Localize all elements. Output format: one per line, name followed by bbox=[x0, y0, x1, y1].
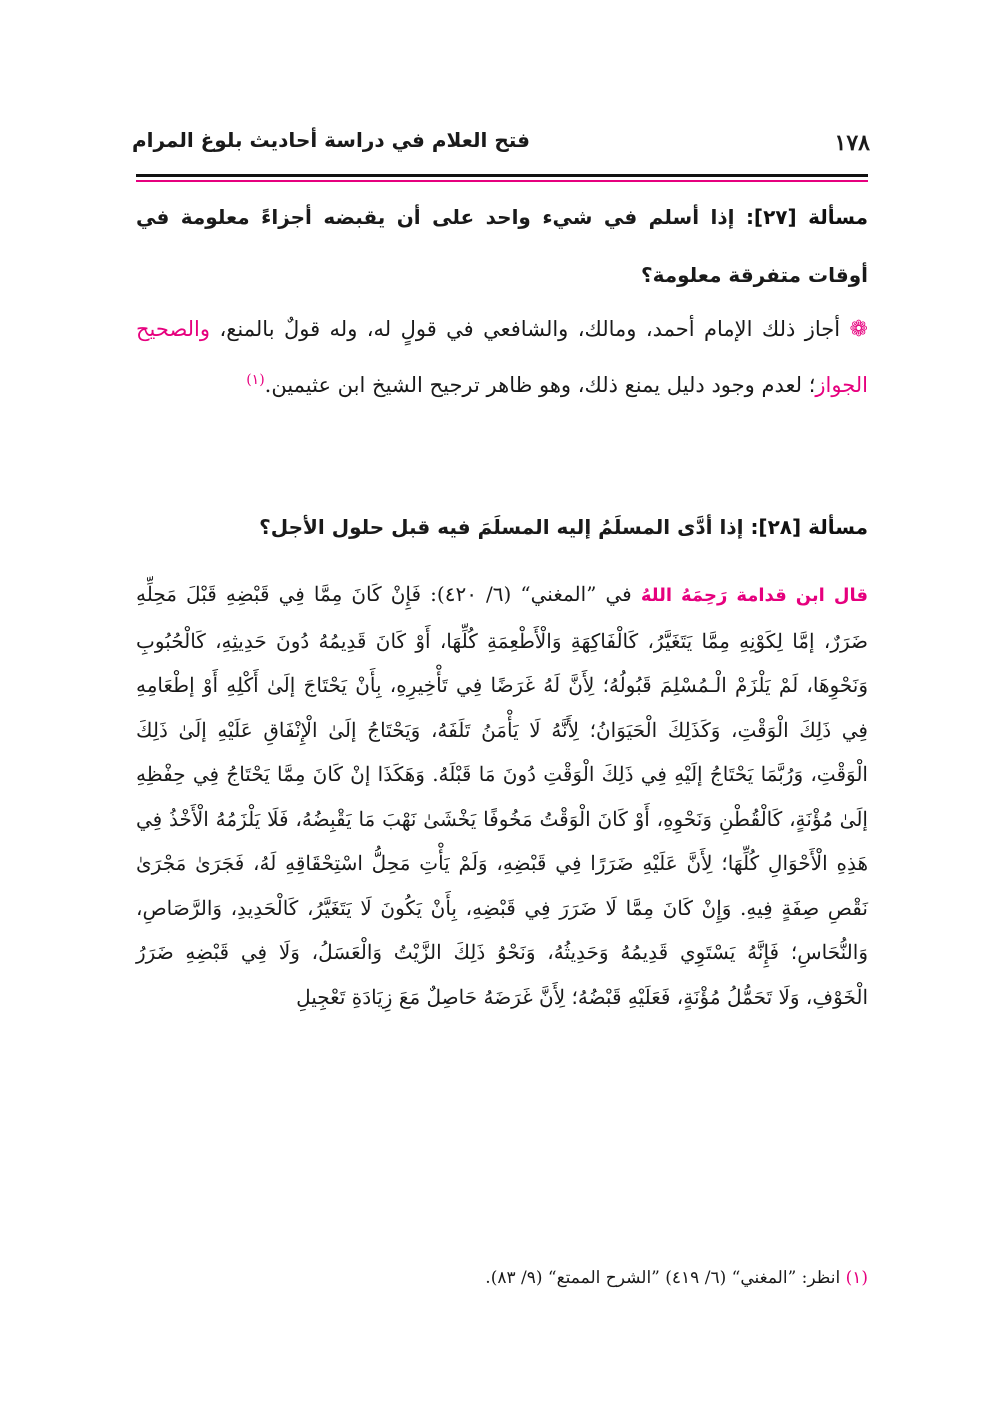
quote-text: فَإِنْ كَانَ مِمَّا فِي قَبْضِهِ قَبْلَ مَحِلِّهِ ضَرَرٌ، إمَّا لِكَوْنِهِ مِمَّا يَتَغَيَّرُ، كَالْفَاكِهَةِ وَالْأَطْعِمَةِ كُلِّهَا، أَوْ كَانَ قَدِيمُهُ دُونَ حَدِيثِهِ، كَالْحُبُوبِ وَنَحْوِهَا، لَمْ يَلْزَمْ الْـمُسْلِمَ قَبُولُهُ؛ لِأَنَّ لَهُ غَرَضًا فِي تَأْخِيرِهِ، بِأَنْ يَحْتَاجَ إلَىٰ أَكْلِهِ أَوْ إطْعَامِهِ فِي ذَلِكَ الْوَقْتِ، وَكَذَلِكَ الْحَيَوَانُ؛ لِأَنَّهُ لَا يَأْمَنُ تَلَفَهُ، وَيَحْتَاجُ إلَىٰ الْإِنْفَاقِ عَلَيْهِ إلَىٰ ذَلِكَ الْوَقْتِ، وَرُبَّمَا يَحْتَاجُ إلَيْهِ فِي ذَلِكَ الْوَقْتِ دُونَ مَا قَبْلَهُ. وَهَكَذَا إنْ كَانَ مِمَّا يَحْتَاجُ فِي حِفْظِهِ إلَىٰ مُؤْنَةٍ، كَالْقُطْنِ وَنَحْوِهِ، أَوْ كَانَ الْوَقْتُ مَخُوفًا يَخْشَىٰ نَهْبَ مَا يَقْبِضُهُ، فَلَا يَلْزَمُهُ الْأَخْذُ فِي هَذِهِ الْأَحْوَالِ كُلِّهَا؛ لِأَنَّ عَلَيْهِ ضَرَرًا فِي قَبْضِهِ، وَلَمْ يَأْتِ مَحِلُّ اسْتِحْقَاقِهِ لَهُ، فَجَرَىٰ مَجْرَىٰ نَقْصِ صِفَةٍ فِيهِ. وَإِنْ كَانَ مِمَّا لَا ضَرَرَ فِي قَبْضِهِ، بِأَنْ يَكُونَ لَا يَتَغَيَّرُ، كَالْحَدِيدِ، وَالرَّصَاصِ، وَالنُّحَاسِ؛ فَإِنَّهُ يَسْتَوِي قَدِيمُهُ وَحَدِيثُهُ، وَنَحْوُ ذَلِكَ الزَّيْتُ وَالْعَسَلُ، وَلَا فِي قَبْضِهِ ضَرَرُ الْخَوْفِ، وَلَا تَحَمُّلُ مُؤْنَةٍ، فَعَلَيْهِ قَبْضُهُ؛ لِأَنَّ غَرَضَهُ حَاصِلٌ مَعَ زِيَادَةِ تَعْجِيلِ bbox=[136, 582, 868, 1009]
question-28-text: إذا أدَّى المسلَمُ إليه المسلَمَ فيه قبل حلول الأجل؟ bbox=[259, 515, 744, 539]
footnote-reference: (١) bbox=[246, 372, 265, 388]
answer-27-highlight: والصحيح الجواز bbox=[136, 317, 868, 397]
header-rule-pink bbox=[136, 180, 868, 182]
ibn-qudama-quote bbox=[136, 572, 868, 1019]
quote-source: في ”المغني“ (٦/ ٤٢٠): bbox=[421, 582, 641, 606]
flower-bullet-icon: ❁ bbox=[849, 317, 868, 342]
answer-27-text-a: أجاز ذلك الإمام أحمد، ومالك، والشافعي في قولٍ له، وله قولٌ بالمنع، bbox=[219, 317, 841, 341]
question-27-heading bbox=[136, 188, 868, 304]
running-header-title: فتح العلام في دراسة أحاديث بلوغ المرام bbox=[131, 128, 530, 152]
question-28-heading bbox=[136, 498, 868, 556]
question-28-label: مسألة [٢٨]: bbox=[750, 515, 868, 539]
answer-27-text-b: ؛ لعدم وجود دليل يمنع ذلك، وهو ظاهر ترجيح الشيخ ابن عثيمين. bbox=[264, 373, 816, 397]
header-rule-black bbox=[136, 174, 868, 177]
quote-speaker: قال ابن قدامة رَحِمَهُ اللهُ bbox=[640, 585, 868, 606]
answer-27-paragraph bbox=[136, 304, 868, 410]
footnote-text: انظر: ”المغني“ (٦/ ٤١٩) ”الشرح الممتع“ (٩/ ٨٣). bbox=[485, 1268, 846, 1288]
page-number: ١٧٨ bbox=[834, 130, 870, 156]
question-27-label: مسألة [٢٧]: bbox=[745, 205, 868, 229]
footnote bbox=[136, 1268, 868, 1288]
question-27-text: إذا أسلم في شيء واحد على أن يقبضه أجزاءً معلومة في أوقات متفرقة معلومة؟ bbox=[136, 205, 868, 287]
footnote-number: (١) bbox=[845, 1268, 868, 1288]
